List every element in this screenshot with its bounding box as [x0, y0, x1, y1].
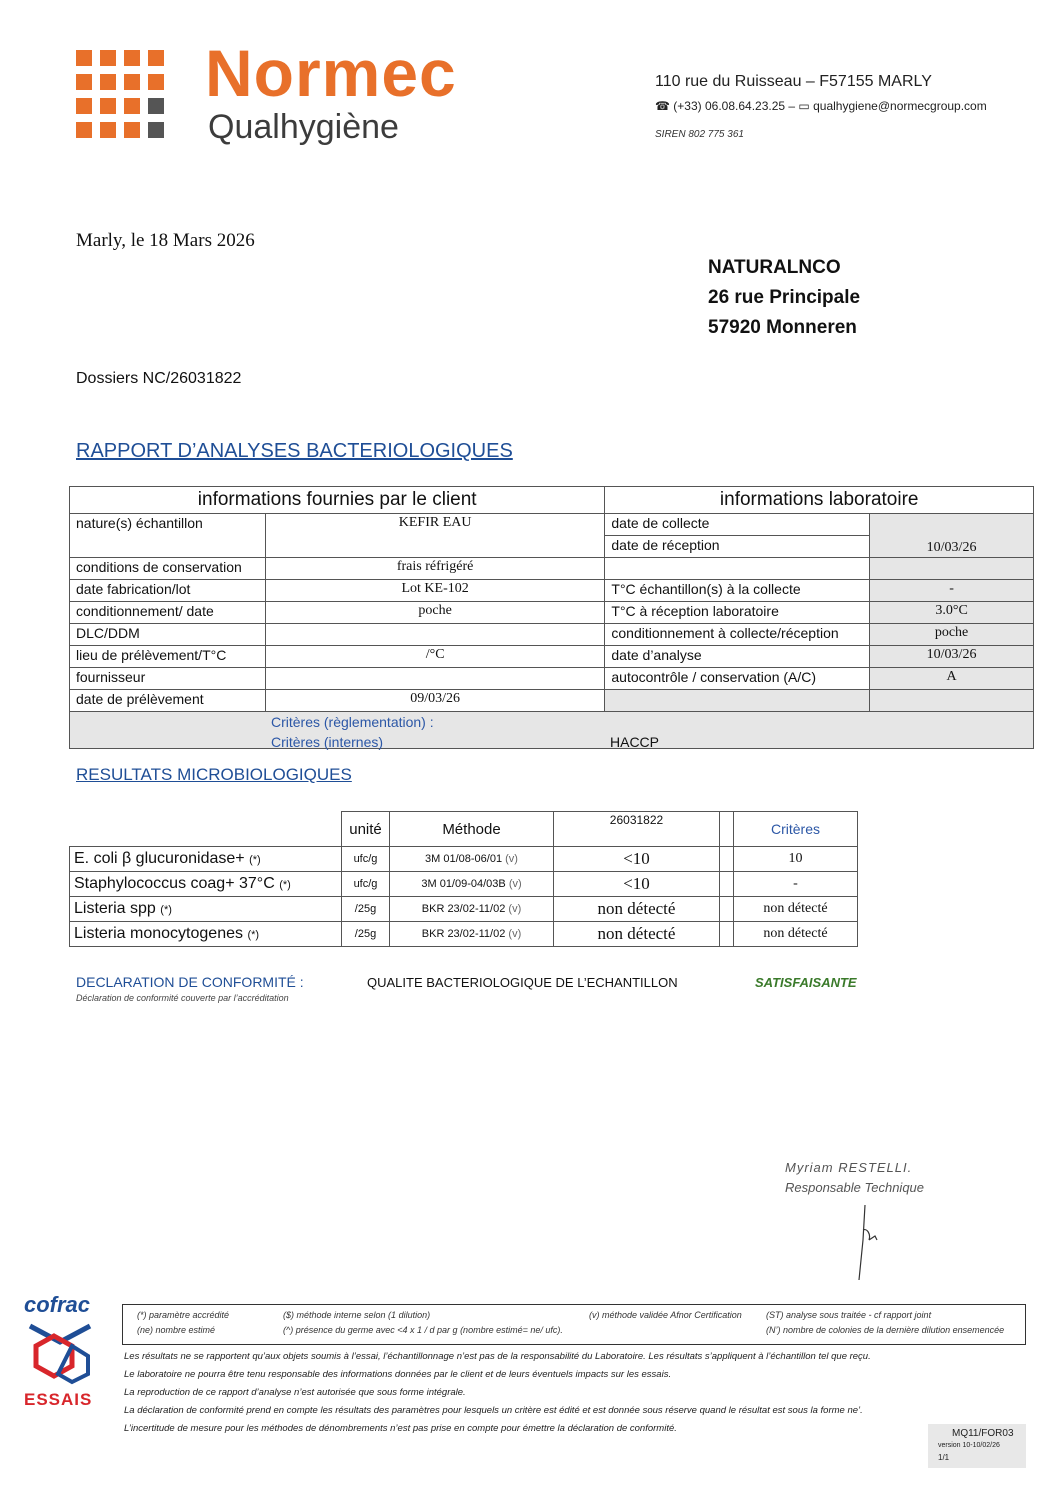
method-value: BKR 23/02-11/02 (v) — [390, 922, 554, 947]
parameter-name: Staphylococcus coag+ 37°C (*) — [70, 872, 342, 897]
nature-value: KEFIR EAU — [265, 514, 605, 558]
declaration-subtitle: Déclaration de conformité couverte par l’accréditation — [76, 993, 289, 1003]
parameter-name: Listeria monocytogenes (*) — [70, 922, 342, 947]
lab-info-heading: informations laboratoire — [605, 487, 1034, 514]
conservation-value: frais réfrigéré — [265, 558, 605, 580]
table-row — [70, 897, 858, 922]
legend-box — [122, 1304, 1026, 1345]
siren-number: SIREN 802 775 361 — [655, 129, 744, 140]
document-reference — [928, 1424, 1026, 1468]
client-info-heading: informations fournies par le client — [70, 487, 605, 514]
sample-info-table — [69, 486, 1034, 749]
reference-version: version 10-10/02/26 — [938, 1442, 1000, 1449]
empty-cell — [870, 558, 1034, 580]
unit-value: /25g — [342, 897, 390, 922]
spacer-cell — [720, 922, 734, 947]
footer-notes — [124, 1348, 871, 1438]
lieu-value: /°C — [265, 646, 605, 668]
unit-header: unité — [342, 812, 390, 847]
results-title: RESULTATS MICROBIOLOGIQUES — [76, 765, 352, 784]
email-address: qualhygiene@normecgroup.com — [813, 99, 987, 113]
legend-item: ($) méthode interne selon (1 dilution) — [283, 1310, 431, 1320]
criteria-value: non détecté — [734, 922, 858, 947]
spacer-cell — [720, 847, 734, 872]
normec-logo-grid — [76, 50, 186, 142]
phone-number: (+33) 06.08.64.23.25 — [673, 99, 786, 113]
legend-item: (*) paramètre accrédité — [137, 1310, 230, 1320]
sample-header: 26031822 — [554, 812, 720, 847]
result-value: <10 — [554, 847, 720, 872]
empty-cell — [70, 812, 342, 847]
fabrication-value: Lot KE-102 — [265, 580, 605, 602]
note-line: La reproduction de ce rapport d’analyse n’est autorisée que sous forme intégrale. — [124, 1387, 466, 1398]
dlc-value — [265, 624, 605, 646]
parameter-name: Listeria spp (*) — [70, 897, 342, 922]
declaration-result: SATISFAISANTE — [755, 975, 857, 990]
note-line: La déclaration de conformité prend en compte les résultats des paramètres pour lesquels un critère est édité et est donnée sous réserve quand le résultat est sous la forme ne’. — [124, 1405, 863, 1416]
spacer-cell — [720, 897, 734, 922]
temp-collecte-label: T°C échantillon(s) à la collecte — [605, 580, 870, 602]
conservation-label: conditions de conservation — [70, 558, 266, 580]
brand-name: Normec — [205, 36, 457, 110]
method-value: 3M 01/09-04/03B (v) — [390, 872, 554, 897]
result-value: <10 — [554, 872, 720, 897]
declaration-text: QUALITE BACTERIOLOGIQUE DE L’ECHANTILLON — [367, 975, 678, 990]
dlc-label: DLC/DDM — [70, 624, 266, 646]
fournisseur-value — [265, 668, 605, 690]
result-value: non détecté — [554, 897, 720, 922]
temp-reception-label: T°C à réception laboratoire — [605, 602, 870, 624]
criteria-value: 10 — [734, 847, 858, 872]
result-value: non détecté — [554, 922, 720, 947]
autocontrole-label: autocontrôle / conservation (A/C) — [605, 668, 870, 690]
legend-item: (N’) nombre de colonies de la dernière dilution ensemencée — [766, 1325, 1005, 1335]
conditionnement-value: poche — [265, 602, 605, 624]
recipient-name: NATURALNCO — [708, 257, 841, 278]
criteria-internal-label: Critères (internes) — [271, 734, 384, 750]
lieu-label: lieu de prélèvement/T°C — [70, 646, 266, 668]
spacer-cell — [720, 812, 734, 847]
prelevement-value: 09/03/26 — [265, 690, 605, 712]
table-row — [70, 847, 858, 872]
analyse-date-label: date d’analyse — [605, 646, 870, 668]
note-line: Les résultats ne se rapportent qu’aux objets soumis à l’essai, l’échantillonnage n’est pas de la responsabilité du Laboratoire. Les résultats s’appliquent à l’échantillon tel que reçu. — [124, 1351, 871, 1362]
unit-value: ufc/g — [342, 872, 390, 897]
nature-label: nature(s) échantillon — [70, 514, 266, 558]
table-row — [70, 872, 858, 897]
note-line: Le laboratoire ne pourra être tenu responsable des informations données par le client et de leurs éventuels impacts sur les essais. — [124, 1369, 672, 1380]
legend-item: (ST) analyse sous traitée - cf rapport joint — [766, 1310, 932, 1320]
temp-reception-value: 3.0°C — [870, 602, 1034, 624]
parameter-name: E. coli β glucuronidase+ (*) — [70, 847, 342, 872]
recipient-street: 26 rue Principale — [708, 287, 861, 308]
method-header: Méthode — [390, 812, 554, 847]
method-value: BKR 23/02-11/02 (v) — [390, 897, 554, 922]
unit-value: /25g — [342, 922, 390, 947]
cofrac-emblem — [24, 1316, 98, 1386]
computer-icon: ▭ — [798, 99, 810, 113]
table-row — [70, 922, 858, 947]
empty-cell — [870, 690, 1034, 712]
cofrac-brand: cofrac — [24, 1292, 91, 1317]
declaration-label: DECLARATION DE CONFORMITÉ : — [76, 974, 304, 990]
recipient-city: 57920 Monneren — [708, 317, 857, 338]
legend-item: (^) présence du germe avec <4 x 1 / d par g (nombre estimé= ne/ ufc). — [283, 1325, 563, 1335]
criteria-internal-value: HACCP — [610, 734, 660, 750]
autocontrole-value: A — [870, 668, 1034, 690]
spacer-cell — [720, 872, 734, 897]
cond-collecte-value: poche — [870, 624, 1034, 646]
empty-cell — [605, 558, 870, 580]
criteria-value: non détecté — [734, 897, 858, 922]
reference-code: MQ11/FOR03 — [952, 1428, 1014, 1439]
criteria-regulation-label: Critères (règlementation) : — [271, 714, 434, 730]
dossier-number: Dossiers NC/26031822 — [76, 370, 242, 387]
letter-date: Marly, le 18 Mars 2026 — [76, 230, 255, 251]
legend-item: (ne) nombre estimé — [137, 1325, 216, 1335]
reception-date-value: 10/03/26 — [870, 514, 1034, 558]
cond-collecte-label: conditionnement à collecte/réception — [605, 624, 870, 646]
temp-collecte-value: - — [870, 580, 1034, 602]
reception-label: date de réception — [605, 536, 870, 558]
prelevement-label: date de prélèvement — [70, 690, 266, 712]
criteria-value: - — [734, 872, 858, 897]
signatory-name: Myriam RESTELLI. — [785, 1160, 913, 1175]
cofrac-logo — [24, 1294, 98, 1434]
empty-cell — [605, 690, 870, 712]
fournisseur-label: fournisseur — [70, 668, 266, 690]
criteria-header: Critères — [734, 812, 858, 847]
collecte-label: date de collecte — [605, 514, 870, 536]
brand-subtitle: Qualhygiène — [208, 108, 399, 146]
company-address: 110 rue du Ruisseau – F57155 MARLY — [655, 73, 932, 90]
note-line: L’incertitude de mesure pour les méthodes de dénombrements n’est pas prise en compte pour émettre la déclaration de conformité. — [124, 1423, 677, 1434]
unit-value: ufc/g — [342, 847, 390, 872]
analyse-date-value: 10/03/26 — [870, 646, 1034, 668]
report-title: RAPPORT D’ANALYSES BACTERIOLOGIQUES — [76, 440, 513, 462]
cofrac-essais: ESSAIS — [24, 1390, 93, 1409]
conditionnement-label: conditionnement/ date — [70, 602, 266, 624]
handwritten-signature — [845, 1200, 895, 1285]
signatory-role: Responsable Technique — [785, 1180, 925, 1195]
page-number: 1/1 — [938, 1453, 950, 1462]
results-table — [69, 811, 858, 947]
phone-icon: ☎ — [655, 99, 670, 113]
criteria-row — [70, 712, 1034, 749]
legend-item: (v) méthode validée Afnor Certification — [589, 1310, 742, 1320]
method-value: 3M 01/08-06/01 (v) — [390, 847, 554, 872]
contact-line: ☎ (+33) 06.08.64.23.25 – ▭ qualhygiene@normecgroup.com — [655, 99, 987, 113]
fabrication-label: date fabrication/lot — [70, 580, 266, 602]
